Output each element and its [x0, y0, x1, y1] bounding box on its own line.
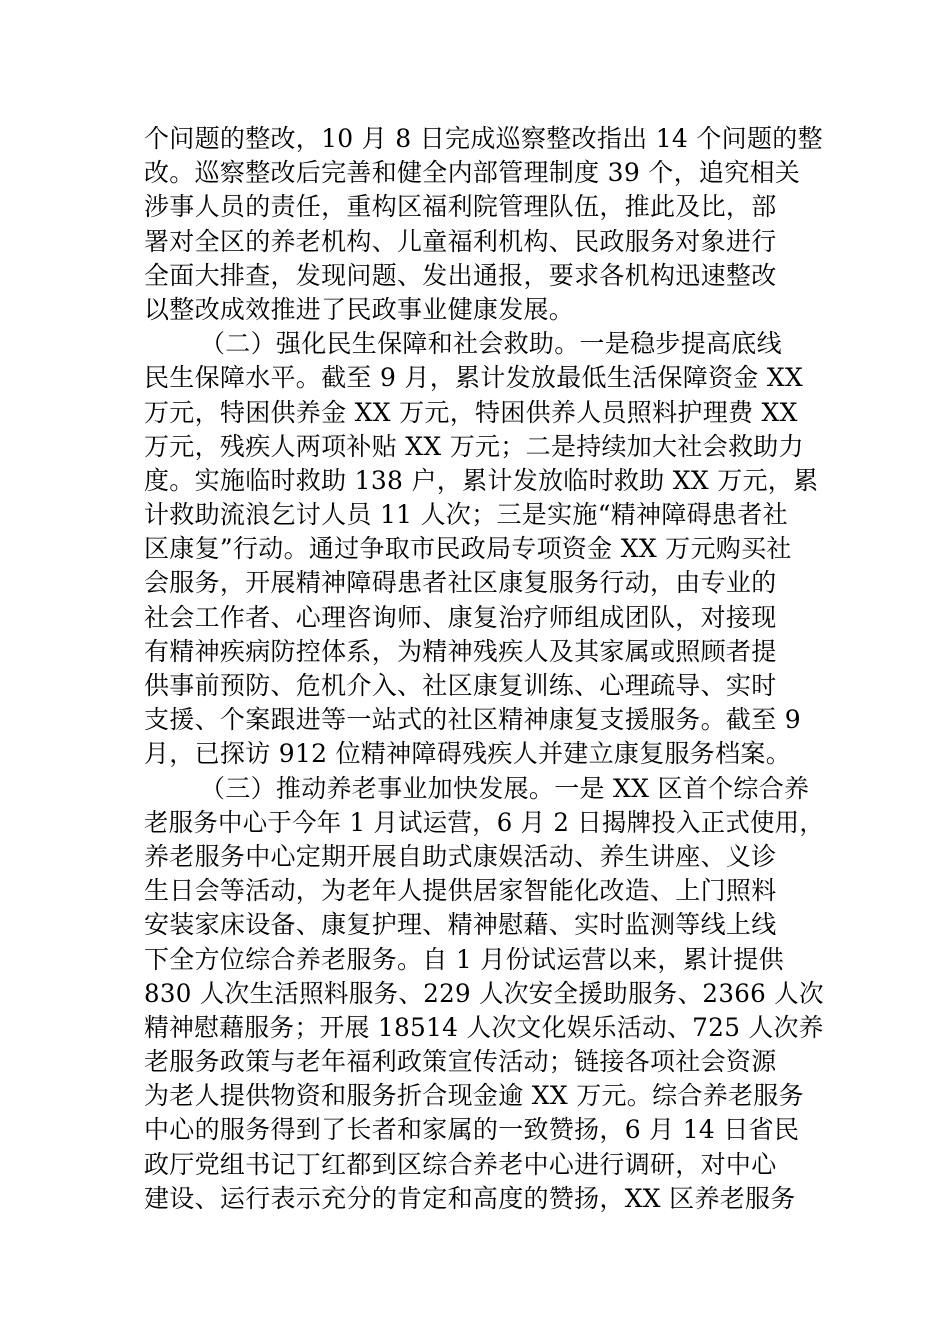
text-line: 830 人次生活照料服务、229 人次安全援助服务、2366 人次 [144, 978, 824, 1008]
text-line: 安装家床设备、康复护理、精神慰藉、实时监测等线上线 [144, 910, 777, 940]
text-line: 中心的服务得到了长者和家属的一致赞扬，6 月 14 日省民 [144, 1115, 800, 1145]
text-line: 个问题的整改，10 月 8 日完成巡察整改指出 14 个问题的整 [144, 124, 823, 153]
text-line: 养老服务中心定期开展自助式康娱活动、养生讲座、义诊 [144, 841, 777, 871]
text-line: 会服务，开展精神障碍患者社区康复服务行动，由专业的 [144, 568, 777, 598]
text-line: 涉事人员的责任，重构区福利院管理队伍，推此及比，部 [144, 192, 777, 222]
text-line: 月，已探访 912 位精神障碍残疾人并建立康复服务档案。 [144, 739, 792, 769]
text-line: （三）推动养老事业加快发展。一是 XX 区首个综合养 [200, 773, 810, 803]
text-line: 政厅党组书记丁红都到区综合养老中心进行调研，对中心 [144, 1149, 777, 1179]
text-line: 老服务政策与老年福利政策宣传活动；链接各项社会资源 [144, 1047, 777, 1077]
text-line: 供事前预防、危机介入、社区康复训练、心理疏导、实时 [144, 671, 777, 700]
text-line: 生日会等活动，为老年人提供居家智能化改造、上门照料 [144, 876, 777, 906]
text-line: 支援、个案跟进等一站式的社区精神康复支援服务。截至 9 [144, 705, 801, 735]
text-line: 区康复”行动。通过争取市民政局专项资金 XX 万元购买社 [144, 534, 792, 564]
text-line: 社会工作者、心理咨询师、康复治疗师组成团队，对接现 [144, 602, 777, 632]
text-line: 万元，残疾人两项补贴 XX 万元；二是持续加大社会救助力 [144, 431, 804, 461]
text-line: 下全方位综合养老服务。自 1 月份试运营以来，累计提供 [144, 944, 784, 974]
text-line: 建设、运行表示充分的肯定和高度的赞扬，XX 区养老服务 [144, 1183, 796, 1213]
text-line: 万元，特困供养金 XX 万元，特困供养人员照料护理费 XX [144, 397, 798, 427]
text-line: （二）强化民生保障和社会救助。一是稳步提高底线 [200, 329, 782, 359]
text-line: 以整改成效推进了民政事业健康发展。 [144, 294, 575, 324]
text-line: 民生保障水平。截至 9 月，累计发放最低生活保障资金 XX [144, 363, 804, 393]
text-line: 全面大排查，发现问题、发出通报，要求各机构迅速整改 [144, 260, 777, 290]
text-line: 老服务中心于今年 1 月试运营，6 月 2 日揭牌投入正式使用， [144, 807, 825, 837]
text-line: 改。巡察整改后完善和健全内部管理制度 39 个，追究相关 [144, 158, 801, 188]
text-line: 有精神疾病防控体系，为精神残疾人及其家属或照顾者提 [144, 636, 777, 666]
text-line: 度。实施临时救助 138 户，累计发放临时救助 XX 万元，累 [144, 465, 819, 495]
text-line: 署对全区的养老机构、儿童福利机构、民政服务对象进行 [144, 226, 777, 256]
text-line: 为老人提供物资和服务折合现金逾 XX 万元。综合养老服务 [144, 1081, 804, 1111]
text-line: 精神慰藉服务；开展 18514 人次文化娱乐活动、725 人次养 [144, 1012, 824, 1042]
body-text [144, 122, 824, 1216]
text-line: 计救助流浪乞讨人员 11 人次；三是实施“精神障碍患者社 [144, 500, 788, 530]
